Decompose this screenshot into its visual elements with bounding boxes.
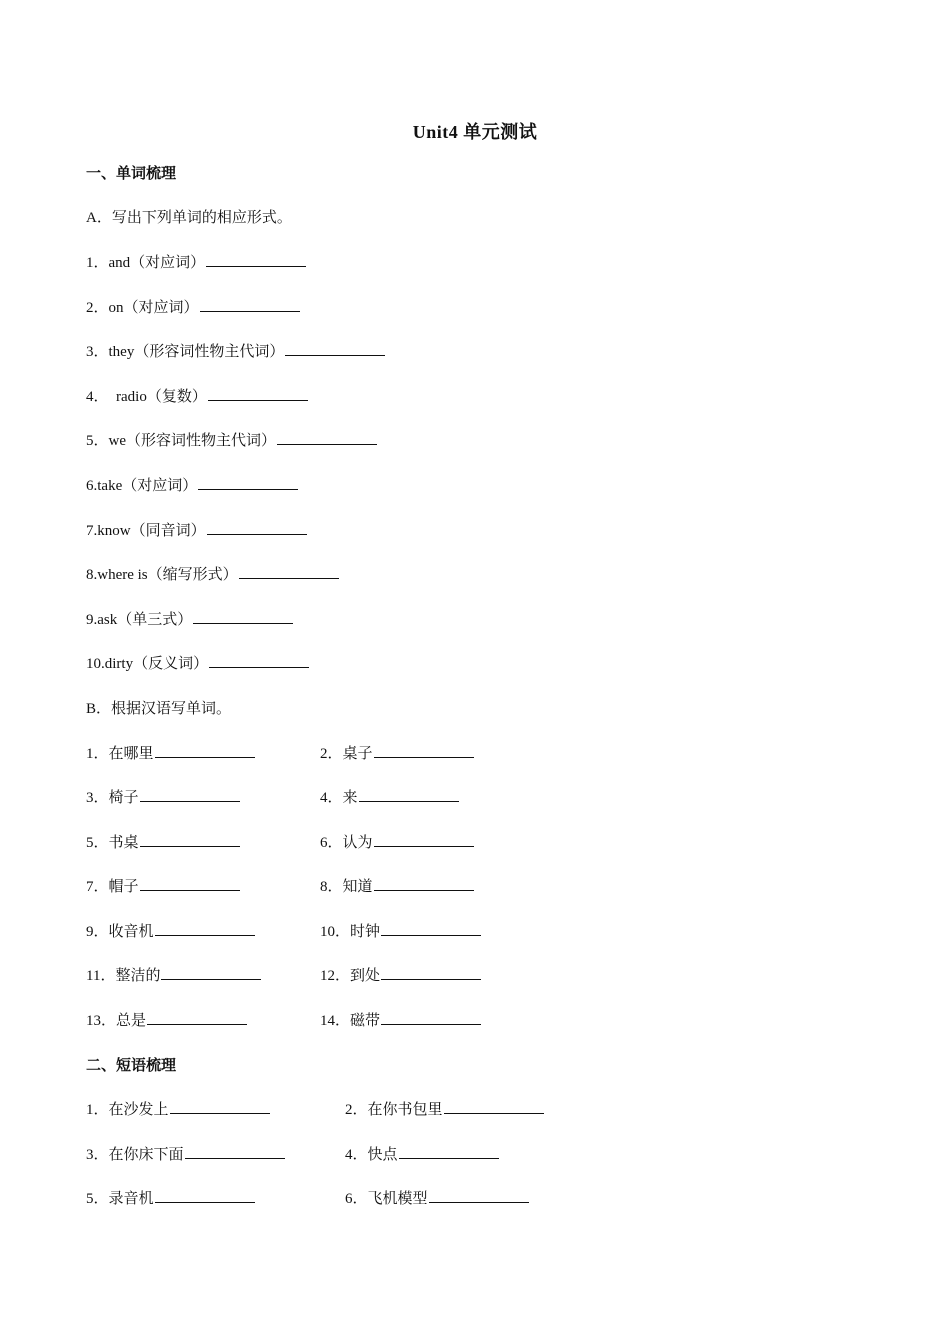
item-label: 5．we（形容词性物主代词） <box>86 433 276 449</box>
partA-item <box>86 297 300 319</box>
item-cell <box>320 743 474 765</box>
answer-blank[interactable] <box>209 653 309 668</box>
item-label: 8.where is（缩写形式） <box>86 567 238 583</box>
phrase-row <box>86 1099 786 1121</box>
item-label: 12．到处 <box>320 968 381 984</box>
phrase-row <box>86 1188 786 1210</box>
item-label: 4．来 <box>320 790 358 806</box>
partA-item <box>86 564 339 586</box>
item-label: 5．书桌 <box>86 835 139 851</box>
answer-blank[interactable] <box>444 1099 544 1114</box>
item-label: 1．在哪里 <box>86 746 154 762</box>
partA-item <box>86 430 377 452</box>
item-label: 10.dirty（反义词） <box>86 656 209 672</box>
answer-blank[interactable] <box>429 1188 529 1203</box>
answer-blank[interactable] <box>198 475 298 490</box>
item-cell <box>86 787 240 809</box>
answer-blank[interactable] <box>200 297 300 312</box>
partB-row <box>86 921 786 943</box>
item-cell <box>320 787 459 809</box>
item-label: 9．收音机 <box>86 924 154 940</box>
item-label: 5．录音机 <box>86 1191 154 1207</box>
item-label: 14．磁带 <box>320 1013 381 1029</box>
answer-blank[interactable] <box>155 743 255 758</box>
answer-blank[interactable] <box>374 743 474 758</box>
answer-blank[interactable] <box>140 876 240 891</box>
answer-blank[interactable] <box>381 965 481 980</box>
item-cell <box>86 965 261 987</box>
item-label: 3．椅子 <box>86 790 139 806</box>
item-label: 4． radio（复数） <box>86 389 207 405</box>
item-label: 8．知道 <box>320 879 373 895</box>
item-label: 6.take（对应词） <box>86 478 198 494</box>
answer-blank[interactable] <box>140 832 240 847</box>
item-cell <box>86 1144 285 1166</box>
item-label: 2．在你书包里 <box>345 1102 443 1118</box>
item-cell <box>320 921 481 943</box>
section1-heading: 一、单词梳理 <box>86 166 177 182</box>
partB-row <box>86 965 786 987</box>
item-label: 2．on（对应词） <box>86 300 199 316</box>
item-label: 7．帽子 <box>86 879 139 895</box>
item-cell <box>320 965 481 987</box>
partA-item <box>86 341 385 363</box>
item-cell <box>86 1188 255 1210</box>
answer-blank[interactable] <box>381 1010 481 1025</box>
answer-blank[interactable] <box>161 965 261 980</box>
partB-row <box>86 876 786 898</box>
section2-heading: 二、短语梳理 <box>86 1058 177 1074</box>
item-cell <box>86 876 240 898</box>
answer-blank[interactable] <box>193 609 293 624</box>
answer-blank[interactable] <box>381 921 481 936</box>
answer-blank[interactable] <box>359 787 459 802</box>
item-label: 2．桌子 <box>320 746 373 762</box>
answer-blank[interactable] <box>185 1144 285 1159</box>
item-cell <box>345 1188 529 1210</box>
partB-row <box>86 787 786 809</box>
page-title: Unit4 单元测试 <box>412 122 538 142</box>
item-label: 10．时钟 <box>320 924 381 940</box>
partA-item <box>86 520 307 542</box>
answer-blank[interactable] <box>374 876 474 891</box>
item-cell <box>320 832 474 854</box>
item-cell <box>86 832 240 854</box>
answer-blank[interactable] <box>170 1099 270 1114</box>
answer-blank[interactable] <box>285 341 385 356</box>
partB-row <box>86 1010 786 1032</box>
item-label: 6．飞机模型 <box>345 1191 428 1207</box>
item-cell <box>86 921 255 943</box>
answer-blank[interactable] <box>239 564 339 579</box>
partA-item <box>86 386 308 408</box>
item-cell <box>86 743 255 765</box>
phrase-row <box>86 1144 786 1166</box>
answer-blank[interactable] <box>155 1188 255 1203</box>
answer-blank[interactable] <box>206 252 306 267</box>
item-label: 1．在沙发上 <box>86 1102 169 1118</box>
answer-blank[interactable] <box>277 430 377 445</box>
item-cell <box>320 876 474 898</box>
item-cell <box>320 1010 481 1032</box>
item-label: 7.know（同音词） <box>86 523 206 539</box>
partA-item <box>86 609 293 631</box>
partB-row <box>86 832 786 854</box>
partA-item <box>86 252 306 274</box>
item-cell <box>345 1144 499 1166</box>
answer-blank[interactable] <box>147 1010 247 1025</box>
partB-row <box>86 743 786 765</box>
answer-blank[interactable] <box>140 787 240 802</box>
item-cell <box>86 1099 270 1121</box>
answer-blank[interactable] <box>399 1144 499 1159</box>
partB-instruction: B．根据汉语写单词。 <box>86 701 232 717</box>
item-cell <box>345 1099 544 1121</box>
item-label: 3．they（形容词性物主代词） <box>86 344 285 360</box>
item-label: 6．认为 <box>320 835 373 851</box>
answer-blank[interactable] <box>374 832 474 847</box>
item-label: 1．and（对应词） <box>86 255 206 271</box>
partA-item <box>86 653 309 675</box>
answer-blank[interactable] <box>207 520 307 535</box>
item-label: 9.ask（单三式） <box>86 612 193 628</box>
answer-blank[interactable] <box>155 921 255 936</box>
item-label: 4．快点 <box>345 1147 398 1163</box>
item-label: 3．在你床下面 <box>86 1147 184 1163</box>
partA-item <box>86 475 298 497</box>
item-label: 13．总是 <box>86 1013 147 1029</box>
item-cell <box>86 1010 247 1032</box>
answer-blank[interactable] <box>208 386 308 401</box>
partA-instruction: A．写出下列单词的相应形式。 <box>86 210 292 226</box>
item-label: 11．整洁的 <box>86 968 161 984</box>
